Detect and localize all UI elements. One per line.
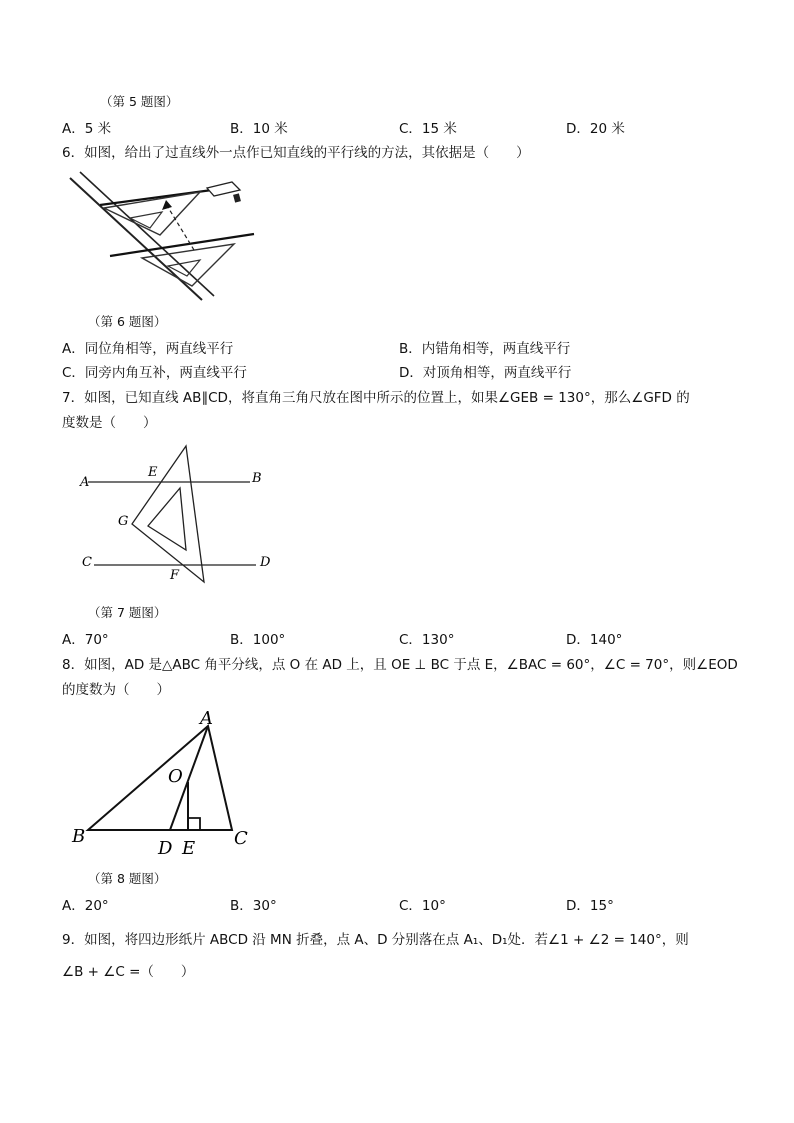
option-c[interactable]: C．15 米 [399,121,457,137]
label-b: B [252,471,262,486]
option-c[interactable]: C．10° [399,898,446,914]
figure-caption-q8: （第 8 题图） [88,871,167,886]
question-stem-q7-line1: 7．如图，已知直线 AB∥CD，将直角三角尺放在图中所示的位置上，如果∠GEB = 130°，那么∠GFD 的 [62,390,690,406]
option-d[interactable]: D．15° [566,898,614,914]
label-o: O [168,766,183,787]
label-e: E [182,838,196,859]
figure-q7-parallel-lines-triangle [76,440,276,585]
option-a[interactable]: A．5 米 [62,121,112,137]
option-b[interactable]: B．10 米 [230,121,288,137]
label-d: D [158,838,173,859]
label-c: C [82,555,92,570]
option-c[interactable]: C．同旁内角互补，两直线平行 [62,365,247,381]
option-a[interactable]: A．70° [62,632,109,648]
option-c[interactable]: C．130° [399,632,455,648]
label-a: A [80,475,90,490]
option-d[interactable]: D．140° [566,632,623,648]
question-stem-q8-line1: 8．如图，AD 是△ABC 角平分线，点 O 在 AD 上，且 OE ⊥ BC 于点 E，∠BAC = 60°，∠C = 70°，则∠EOD [62,657,738,673]
option-a[interactable]: A．20° [62,898,109,914]
figure-q8-triangle-bisector [68,706,268,866]
question-stem-q8-line2: 的度数为（ ） [62,682,170,698]
option-b[interactable]: B．内错角相等，两直线平行 [399,341,571,357]
label-f: F [170,568,180,583]
label-e: E [148,465,158,480]
question-stem-q6: 6．如图，给出了过直线外一点作已知直线的平行线的方法，其依据是（ ） [62,145,530,161]
figure-caption-q7: （第 7 题图） [88,605,167,620]
label-g: G [118,514,129,529]
label-a: A [200,708,213,729]
figure-q6-ruler-triangles [62,170,262,305]
option-d[interactable]: D．20 米 [566,121,625,137]
option-b[interactable]: B．30° [230,898,277,914]
label-c: C [234,828,248,849]
label-b: B [72,826,86,847]
question-stem-q9-line2: ∠B + ∠C =（ ） [62,964,195,980]
figure-caption-q6: （第 6 题图） [88,314,167,329]
question-stem-q7-line2: 度数是（ ） [62,415,157,431]
option-a[interactable]: A．同位角相等，两直线平行 [62,341,234,357]
question-stem-q9-line1: 9．如图，将四边形纸片 ABCD 沿 MN 折叠，点 A、D 分别落在点 A₁、D₁处．若∠1 + ∠2 = 140°，则 [62,932,689,948]
figure-caption-q5: （第 5 题图） [100,94,179,109]
label-d: D [260,555,271,570]
option-d[interactable]: D．对顶角相等，两直线平行 [399,365,572,381]
option-b[interactable]: B．100° [230,632,286,648]
